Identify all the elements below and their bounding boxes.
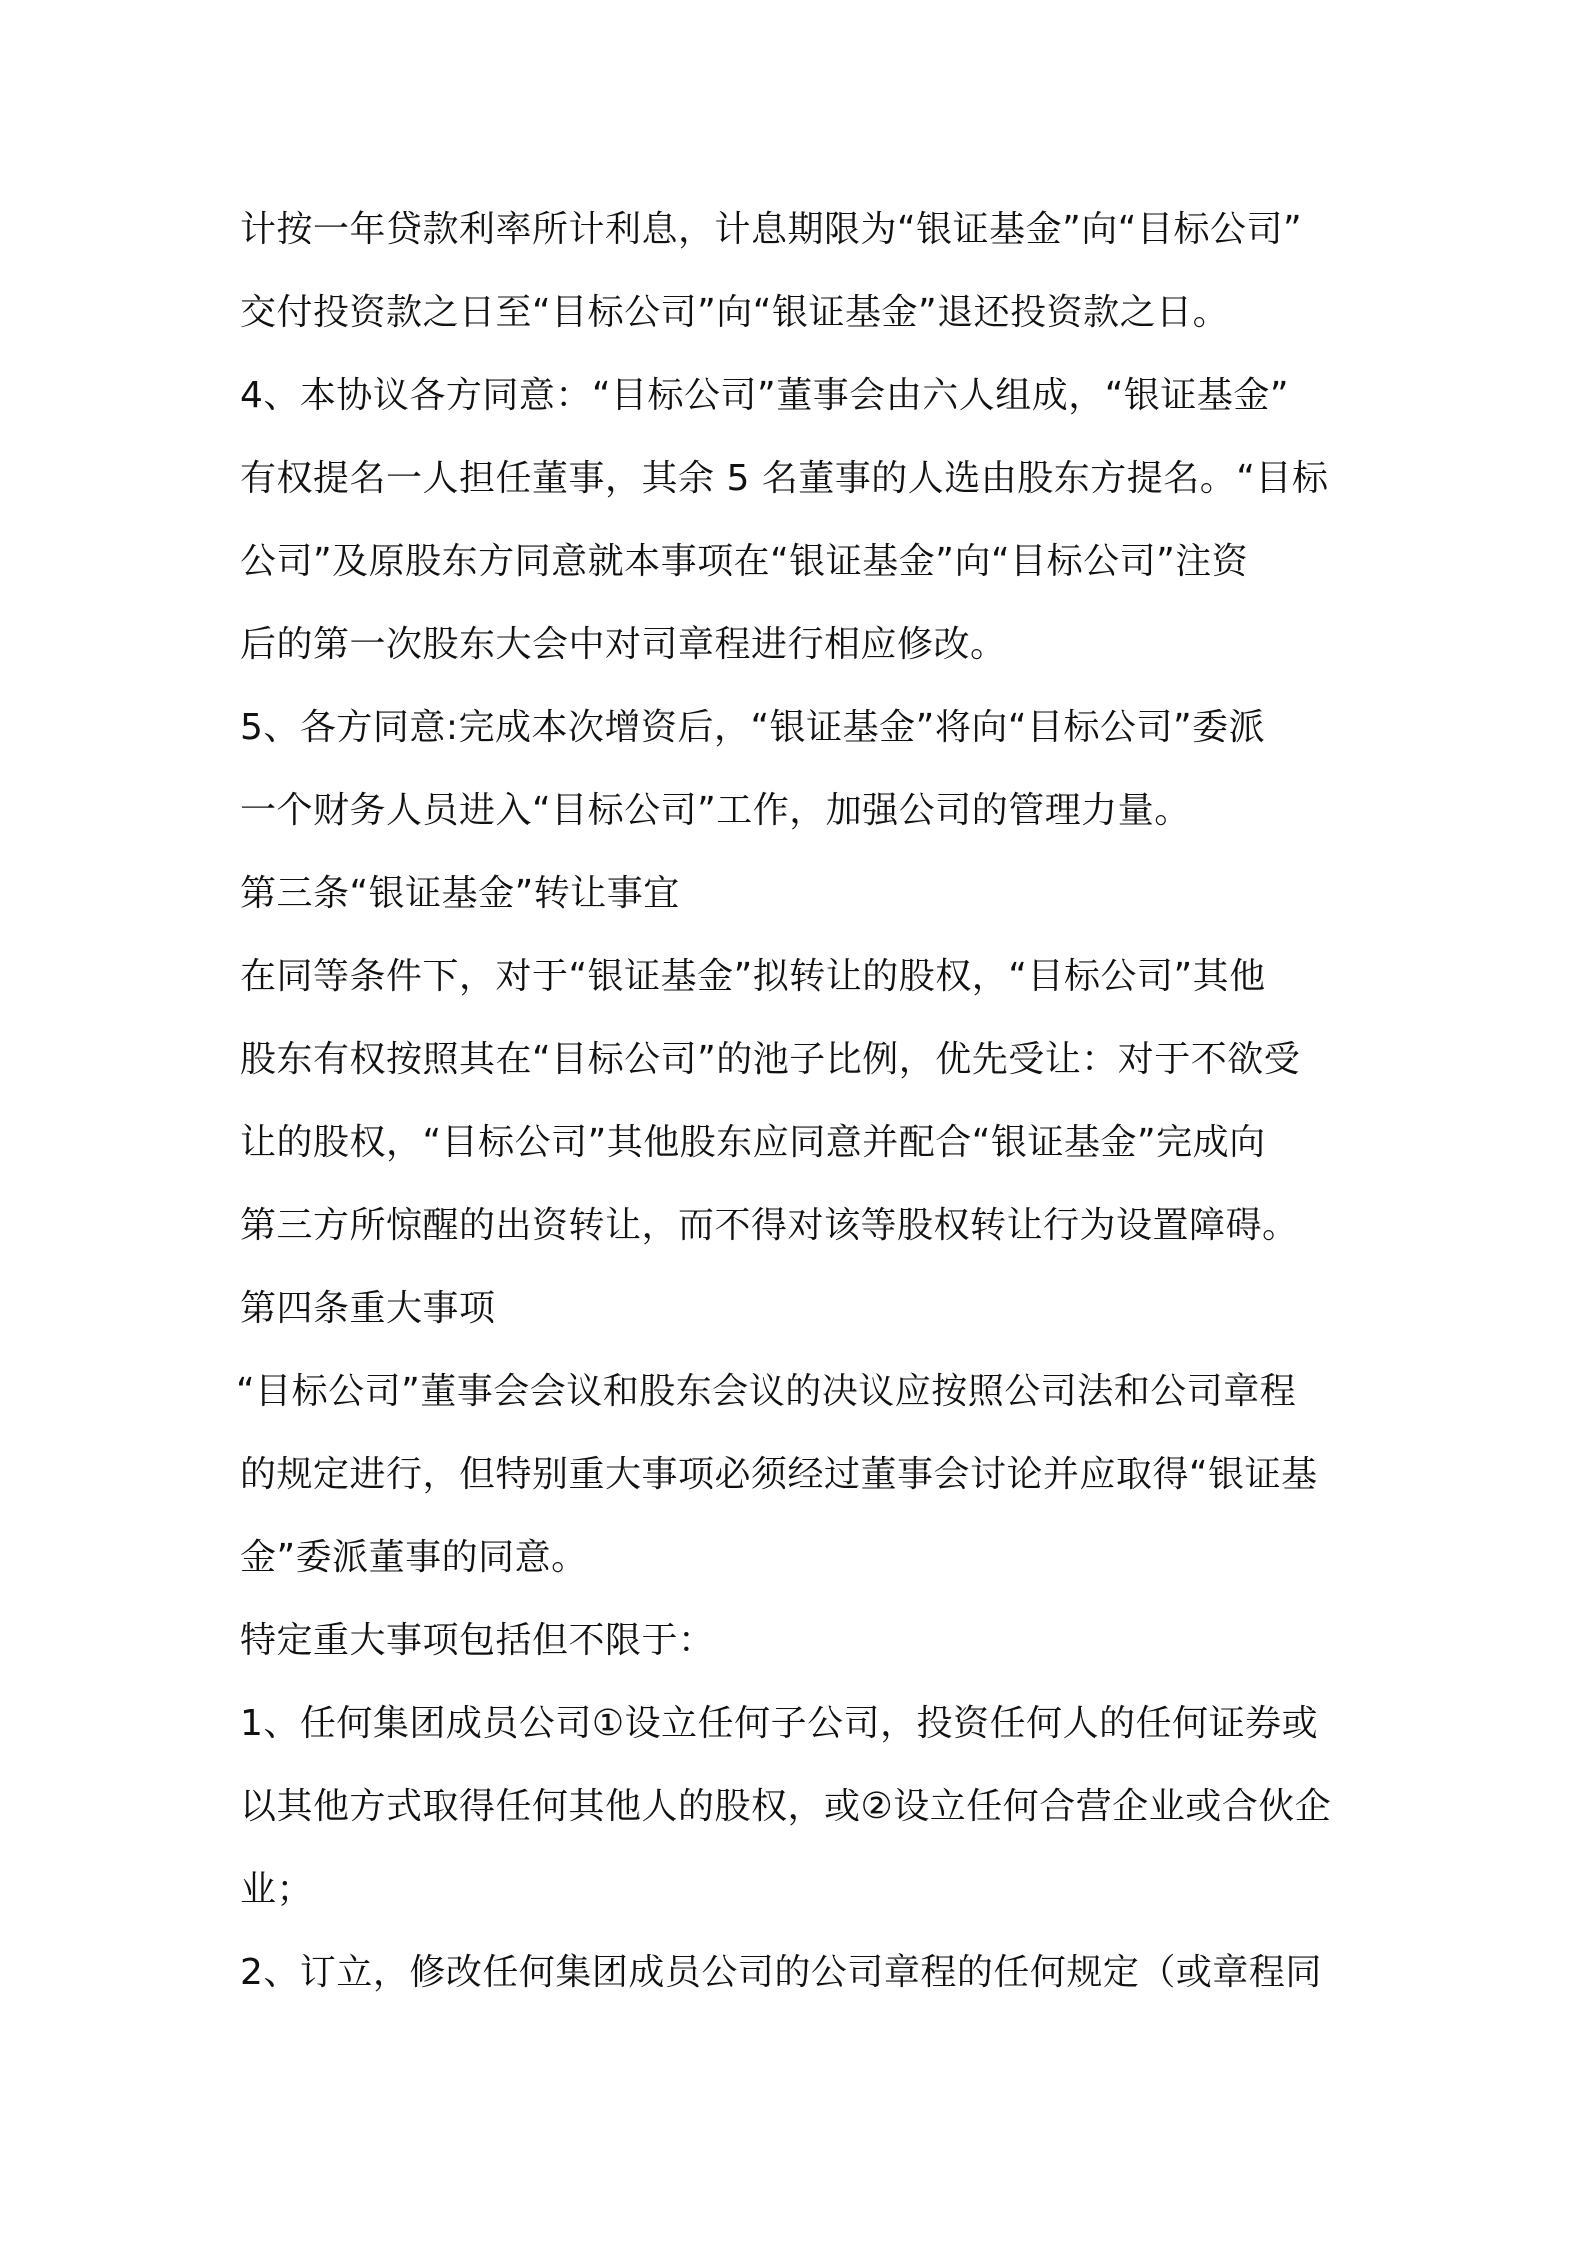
body-text-line: “目标公司”董事会会议和股东会议的决议应按照公司法和公司章程 xyxy=(236,1371,1297,1412)
body-text-line: 2、订立，修改任何集团成员公司的公司章程的任何规定（或章程同 xyxy=(240,1952,1322,1993)
body-text-line: 以其他方式取得任何其他人的股权，或②设立任何合营企业或合伙企 xyxy=(240,1786,1332,1827)
body-text-line: 在同等条件下，对于“银证基金”拟转让的股权，“目标公司”其他 xyxy=(240,956,1266,997)
body-text-line: 业； xyxy=(240,1869,314,1910)
body-text-line: 交付投资款之日至“目标公司”向“银证基金”退还投资款之日。 xyxy=(240,292,1230,333)
body-text-line: 特定重大事项包括但不限于： xyxy=(240,1620,715,1661)
body-text-line: 后的第一次股东大会中对司章程进行相应修改。 xyxy=(240,624,1007,665)
body-text-line: 让的股权，“目标公司”其他股东应同意并配合“银证基金”完成向 xyxy=(240,1122,1266,1163)
body-text-line: 公司”及原股东方同意就本事项在“银证基金”向“目标公司”注资 xyxy=(240,541,1249,582)
section-heading: 第四条重大事项 xyxy=(240,1288,496,1329)
body-text-line: 第三方所惊醒的出资转让，而不得对该等股权转让行为设置障碍。 xyxy=(240,1205,1299,1246)
body-text-line: 一个财务人员进入“目标公司”工作，加强公司的管理力量。 xyxy=(240,790,1191,831)
body-text-line: 股东有权按照其在“目标公司”的池子比例，优先受让：对于不欲受 xyxy=(240,1039,1301,1080)
body-text-line: 1、任何集团成员公司①设立任何子公司，投资任何人的任何证券或 xyxy=(240,1703,1319,1744)
body-text-line: 计按一年贷款利率所计利息，计息期限为“银证基金”向“目标公司” xyxy=(240,209,1303,250)
section-heading: 第三条“银证基金”转让事宜 xyxy=(240,873,680,914)
body-text-line: 5、各方同意:完成本次增资后，“银证基金”将向“目标公司”委派 xyxy=(240,707,1266,748)
body-text-line: 金”委派董事的同意。 xyxy=(240,1537,588,1578)
body-text-line: 有权提名一人担任董事，其余 5 名董事的人选由股东方提名。“目标 xyxy=(240,458,1329,499)
body-text-line: 4、本协议各方同意：“目标公司”董事会由六人组成，“银证基金” xyxy=(240,375,1290,416)
body-text-line: 的规定进行，但特别重大事项必须经过董事会讨论并应取得“银证基 xyxy=(240,1454,1318,1495)
